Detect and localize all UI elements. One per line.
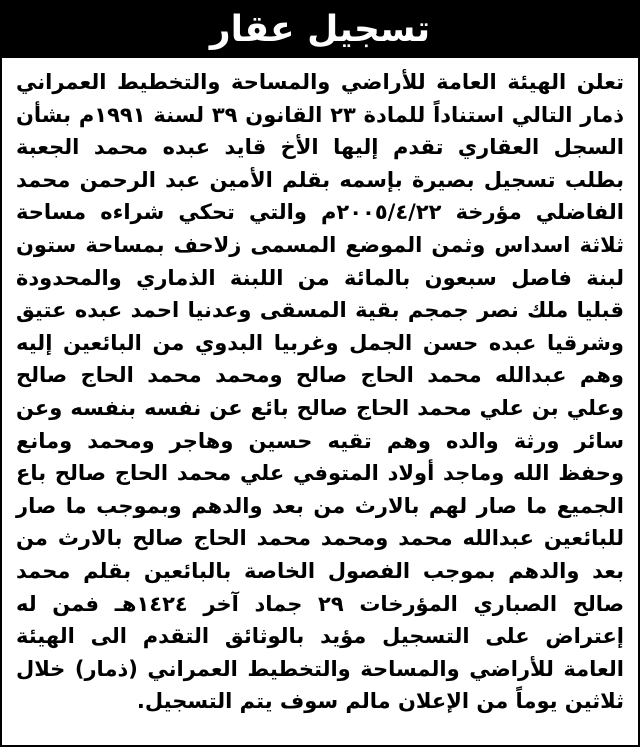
title-bar xyxy=(2,2,638,58)
notice-title: تسجيل عقار xyxy=(209,9,431,50)
notice-body: تعلن الهيئة العامة للأراضي والمساحة والتخطيط العمراني ذمار التالي استناداً للمادة ٢٣ القانون ٣٩ لسنة ١٩٩١م بشأن السجل العقاري تقدم إليها الأخ قايد عبده محمد الجعبة بطلب تسجيل بصيرة بإسمه بقلم الأمين عبد الرحمن محمد الفاضلي مؤرخة ٢٠٠٥/٤/٢٢م والتي تحكي شراءه مساحة ثلاثة اسداس وثمن الموضع المسمى زلاحف بمساحة ستون لبنة فاصل سبعون بالمائة من اللبنة الذماري والمحدودة قبليا ملك نصر جمجم بقية المسقى وعدنيا احمد عبده عتيق وشرقيا عبده حسن الجمل وغربيا البدوي من البائعين إليه وهم عبدالله محمد الحاج صالح ومحمد محمد الحاج صالح وعلي بن علي محمد الحاج صالح بائع عن نفسه بنفسه وعن سائر ورثة والده وهم تقيه حسين وهاجر ومحمد ومانع وحفظ الله وماجد أولاد المتوفي علي محمد الحاج صالح باع الجميع ما صار لهم بالارث من بعد والدهم وبموجب ما صار للبائعين عبدالله محمد ومحمد محمد الحاج صالح بالارث من بعد والدهم بموجب الفصول الخاصة بالبائعين بقلم محمد صالح الصباري المؤرخات ٢٩ جماد آخر ١٤٢٤هـ فمن له إعتراض على التسجيل مؤيد بالوثائق التقدم الى الهيئة العامة للأراضي والمساحة والتخطيط العمراني (ذمار) خلال ثلاثين يوماً من الإعلان مالم سوف يتم التسجيل. xyxy=(16,70,625,714)
